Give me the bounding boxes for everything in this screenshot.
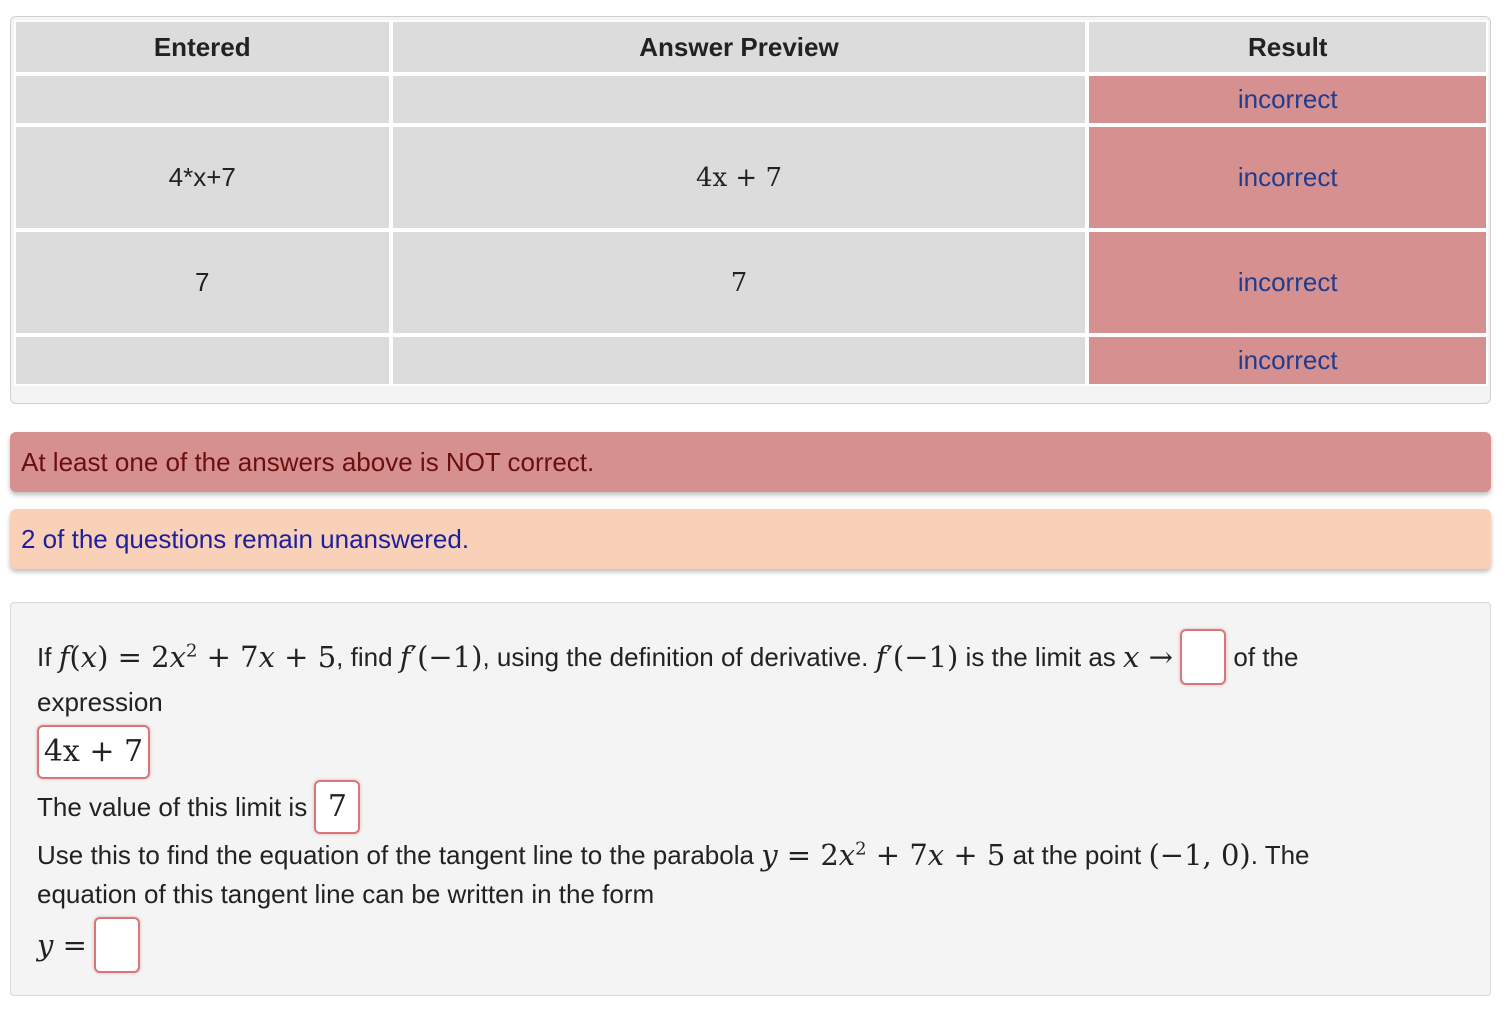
limit-value: 7 [327,789,347,824]
derivative-at-point-math-2: f′(−1) [875,640,959,674]
text-using-definition: , using the definition of derivative. [482,641,869,672]
expression-answer-line [37,725,150,779]
limit-value-line [37,780,360,834]
entered-cell: 4*x+7 [14,125,391,230]
result-cell: incorrect [1087,74,1488,125]
header-result: Result [1087,20,1488,74]
table-row [14,335,1488,386]
results-header-row [14,20,1488,74]
tangent-instruction-line [37,835,1310,875]
text-form-instruction: equation of this tangent line can be written in the form [37,879,655,909]
limit-point-input[interactable] [1180,629,1226,685]
table-row [14,125,1488,230]
results-table [14,20,1488,386]
preview-math: 4x + 7 [695,162,782,193]
expression-answer-box[interactable] [37,725,150,779]
text-find: , find [336,641,393,672]
text-value-of-limit: The value of this limit is [37,791,308,822]
warning-alert [10,509,1491,569]
tangent-line-input[interactable] [94,917,140,973]
table-row [14,74,1488,125]
entered-cell [14,335,391,386]
expression-answer-value: 4x + 7 [43,734,144,769]
y-equals-math: y = [37,928,87,962]
derivative-at-point-math: f′(−1) [399,640,483,674]
result-cell: incorrect [1087,125,1488,230]
entered-cell [14,74,391,125]
text-expression: expression [37,687,163,717]
text-tangent-instruction: Use this to find the equation of the tangent line to the parabola [37,839,754,870]
parabola-equation-math: $y = 2x^2 + 7x + 5$ [761,838,1006,872]
text-is-limit-as: is the limit as [965,641,1116,672]
text-if: If [37,641,52,672]
text-of-the: of the [1233,641,1299,672]
results-table-container [10,16,1491,404]
function-definition-math: $f(x) = 2x^2 + 7x + 5$ [58,640,337,674]
text-at-the-point: at the point [1012,839,1142,870]
preview-cell [391,74,1088,125]
text-the: . The [1250,839,1310,870]
form-instruction-line [37,879,654,910]
warning-alert-text: 2 of the questions remain unanswered. [21,523,470,554]
expression-label-line [37,687,163,718]
x-arrow-math: x → [1123,640,1173,674]
entered-cell: 7 [14,230,391,335]
result-cell: incorrect [1087,230,1488,335]
problem-body [10,602,1491,996]
result-cell: incorrect [1087,335,1488,386]
error-alert [10,432,1491,492]
preview-cell [391,125,1088,230]
limit-value-box[interactable] [314,780,360,834]
preview-cell [391,335,1088,386]
header-answer-preview: Answer Preview [391,20,1088,74]
table-row [14,230,1488,335]
problem-statement-line [37,629,1298,685]
header-entered: Entered [14,20,391,74]
preview-cell: 7 [391,230,1088,335]
error-alert-text: At least one of the answers above is NOT correct. [21,446,595,477]
point-coordinates-math: (−1, 0) [1148,838,1251,872]
tangent-answer-line [37,917,140,973]
